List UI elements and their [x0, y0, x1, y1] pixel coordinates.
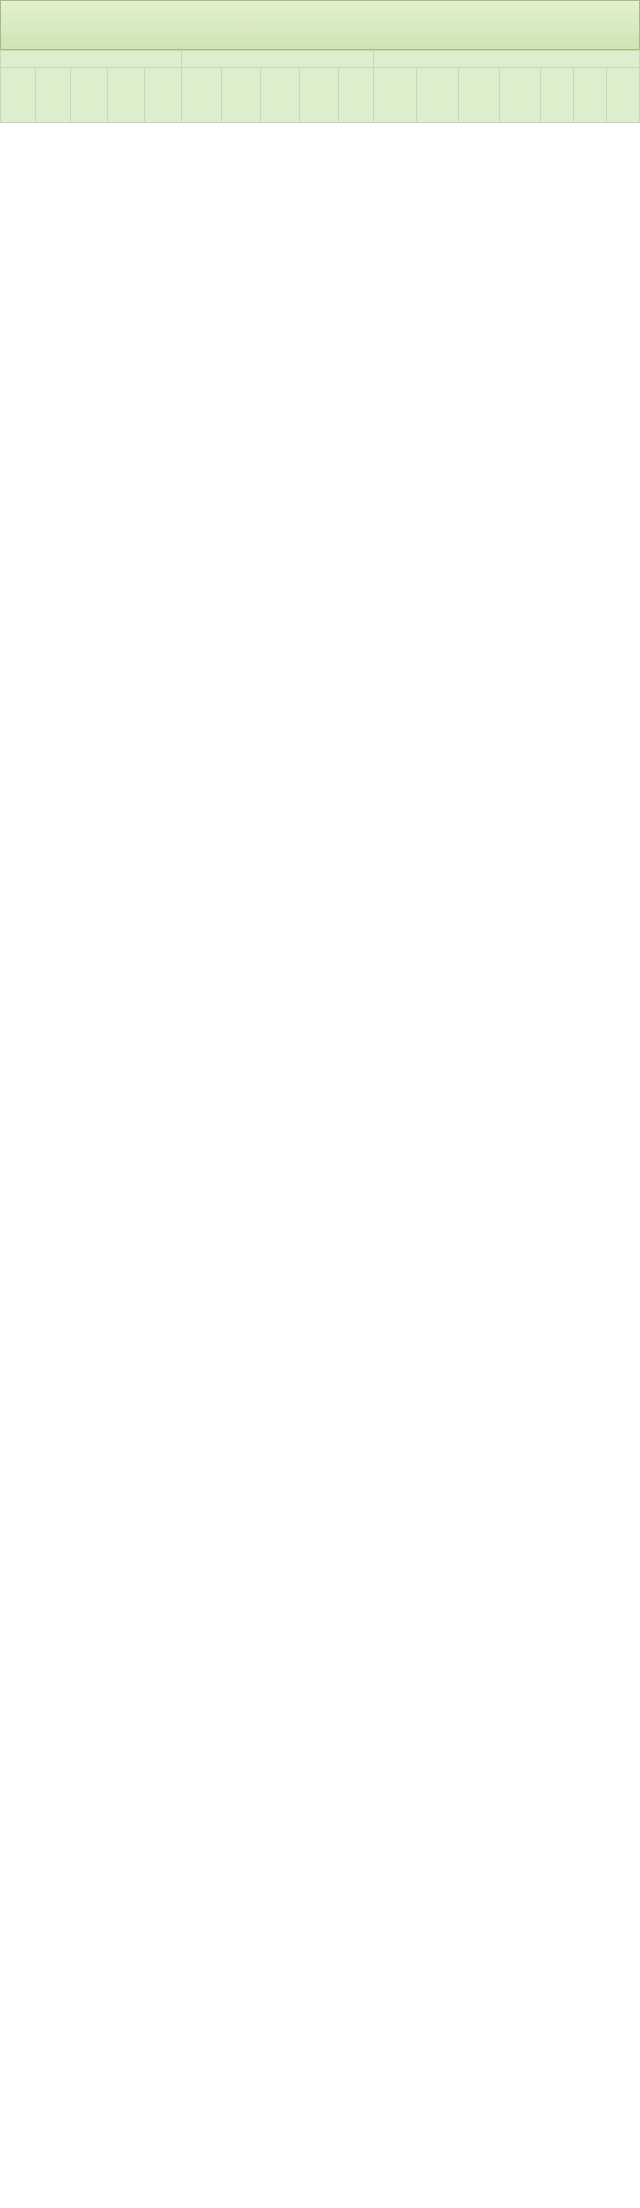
header-col-month-change [145, 68, 182, 123]
header-col-name [1, 68, 36, 123]
header-col-growth [339, 68, 374, 123]
header-col-tue [499, 68, 540, 123]
header-col-prev [299, 68, 338, 123]
table-header [1, 51, 640, 123]
header-col-week-net-inflow [417, 68, 458, 123]
header-col-week-inflow [374, 68, 417, 123]
header-col-fri [606, 68, 639, 123]
page-title [0, 0, 640, 50]
header-col-day-change [71, 68, 108, 123]
header-group-dynamic [182, 51, 374, 68]
header-col-week-momentum [260, 68, 299, 123]
header-col-sell-ratio [182, 68, 221, 123]
header-group-blank [1, 51, 182, 68]
header-col-buy-ratio [221, 68, 260, 123]
header-col-week-change [108, 68, 145, 123]
header-col-wed [540, 68, 573, 123]
header-col-price [36, 68, 71, 123]
header-col-thu [573, 68, 606, 123]
header-col-mon [458, 68, 499, 123]
header-group-fund [374, 51, 640, 68]
stock-table [0, 50, 640, 123]
